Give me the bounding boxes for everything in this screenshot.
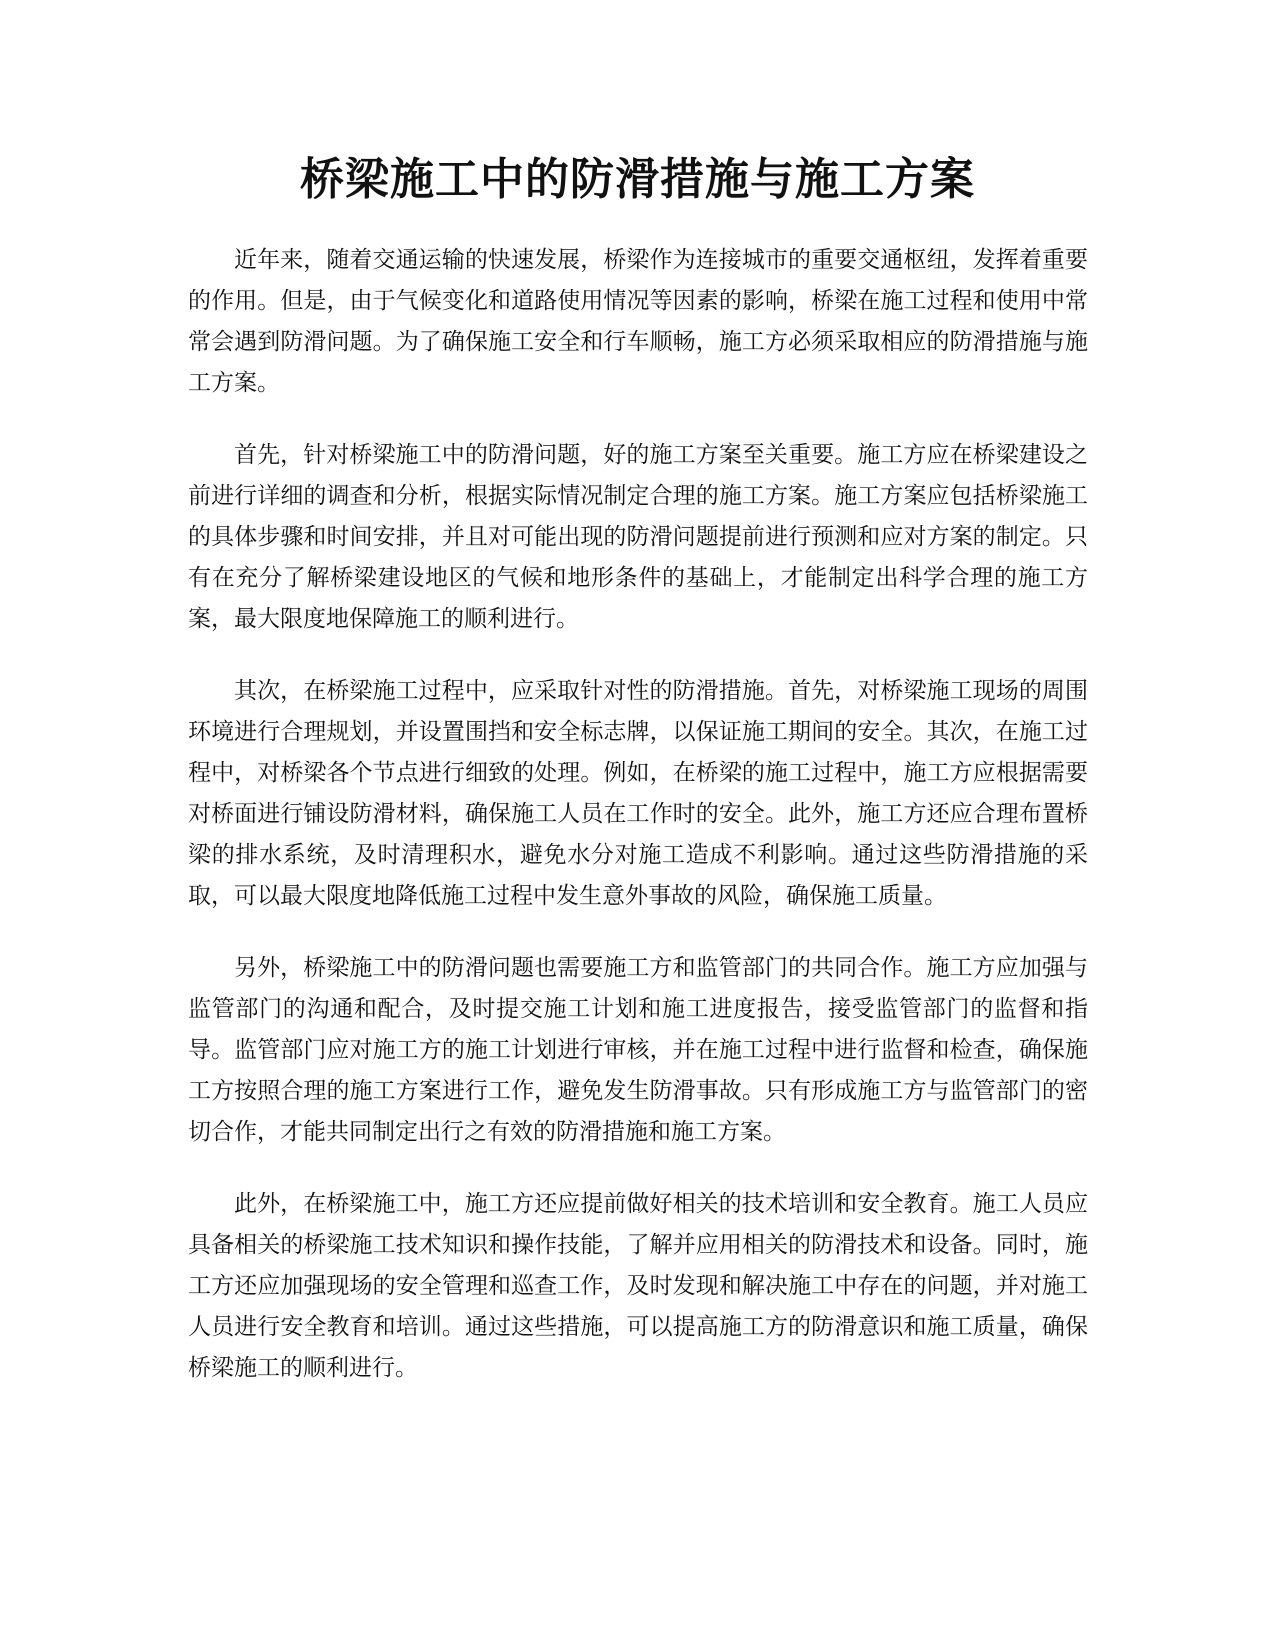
document-body [188, 240, 1088, 1420]
paragraph-5: 此外，在桥梁施工中，施工方还应提前做好相关的技术培训和安全教育。施工人员应具备相关的桥梁施工技术知识和操作技能，了解并应用相关的防滑技术和设备。同时，施工方还应加强现场的安全管理和巡查工作，及时发现和解决施工中存在的问题，并对施工人员进行安全教育和培训。通过这些措施，可以提高施工方的防滑意识和施工质量，确保桥梁施工的顺利进行。 [188, 1191, 1088, 1381]
paragraph-1: 近年来，随着交通运输的快速发展，桥梁作为连接城市的重要交通枢纽，发挥着重要的作用。但是，由于气候变化和道路使用情况等因素的影响，桥梁在施工过程和使用中常常会遇到防滑问题。为了确保施工安全和行车顺畅，施工方必须采取相应的防滑措施与施工方案。 [188, 247, 1088, 396]
document-title: 桥梁施工中的防滑措施与施工方案 [300, 154, 975, 205]
paragraph-4: 另外，桥梁施工中的防滑问题也需要施工方和监管部门的共同合作。施工方应加强与监管部门的沟通和配合，及时提交施工计划和施工进度报告，接受监管部门的监督和指导。监管部门应对施工方的施工计划进行审核，并在施工过程中进行监督和检查，确保施工方按照合理的施工方案进行工作，避免发生防滑事故。只有形成施工方与监管部门的密切合作，才能共同制定出行之有效的防滑措施和施工方案。 [188, 955, 1088, 1145]
paragraph-3: 其次，在桥梁施工过程中，应采取针对性的防滑措施。首先，对桥梁施工现场的周围环境进行合理规划，并设置围挡和安全标志牌，以保证施工期间的安全。其次，在施工过程中，对桥梁各个节点进行细致的处理。例如，在桥梁的施工过程中，施工方应根据需要对桥面进行铺设防滑材料，确保施工人员在工作时的安全。此外，施工方还应合理布置桥梁的排水系统，及时清理积水，避免水分对施工造成不利影响。通过这些防滑措施的采取，可以最大限度地降低施工过程中发生意外事故的风险，确保施工质量。 [188, 678, 1088, 909]
paragraph-2: 首先，针对桥梁施工中的防滑问题，好的施工方案至关重要。施工方应在桥梁建设之前进行详细的调查和分析，根据实际情况制定合理的施工方案。施工方案应包括桥梁施工的具体步骤和时间安排，并且对可能出现的防滑问题提前进行预测和应对方案的制定。只有在充分了解桥梁建设地区的气候和地形条件的基础上，才能制定出科学合理的施工方案，最大限度地保障施工的顺利进行。 [188, 442, 1088, 632]
